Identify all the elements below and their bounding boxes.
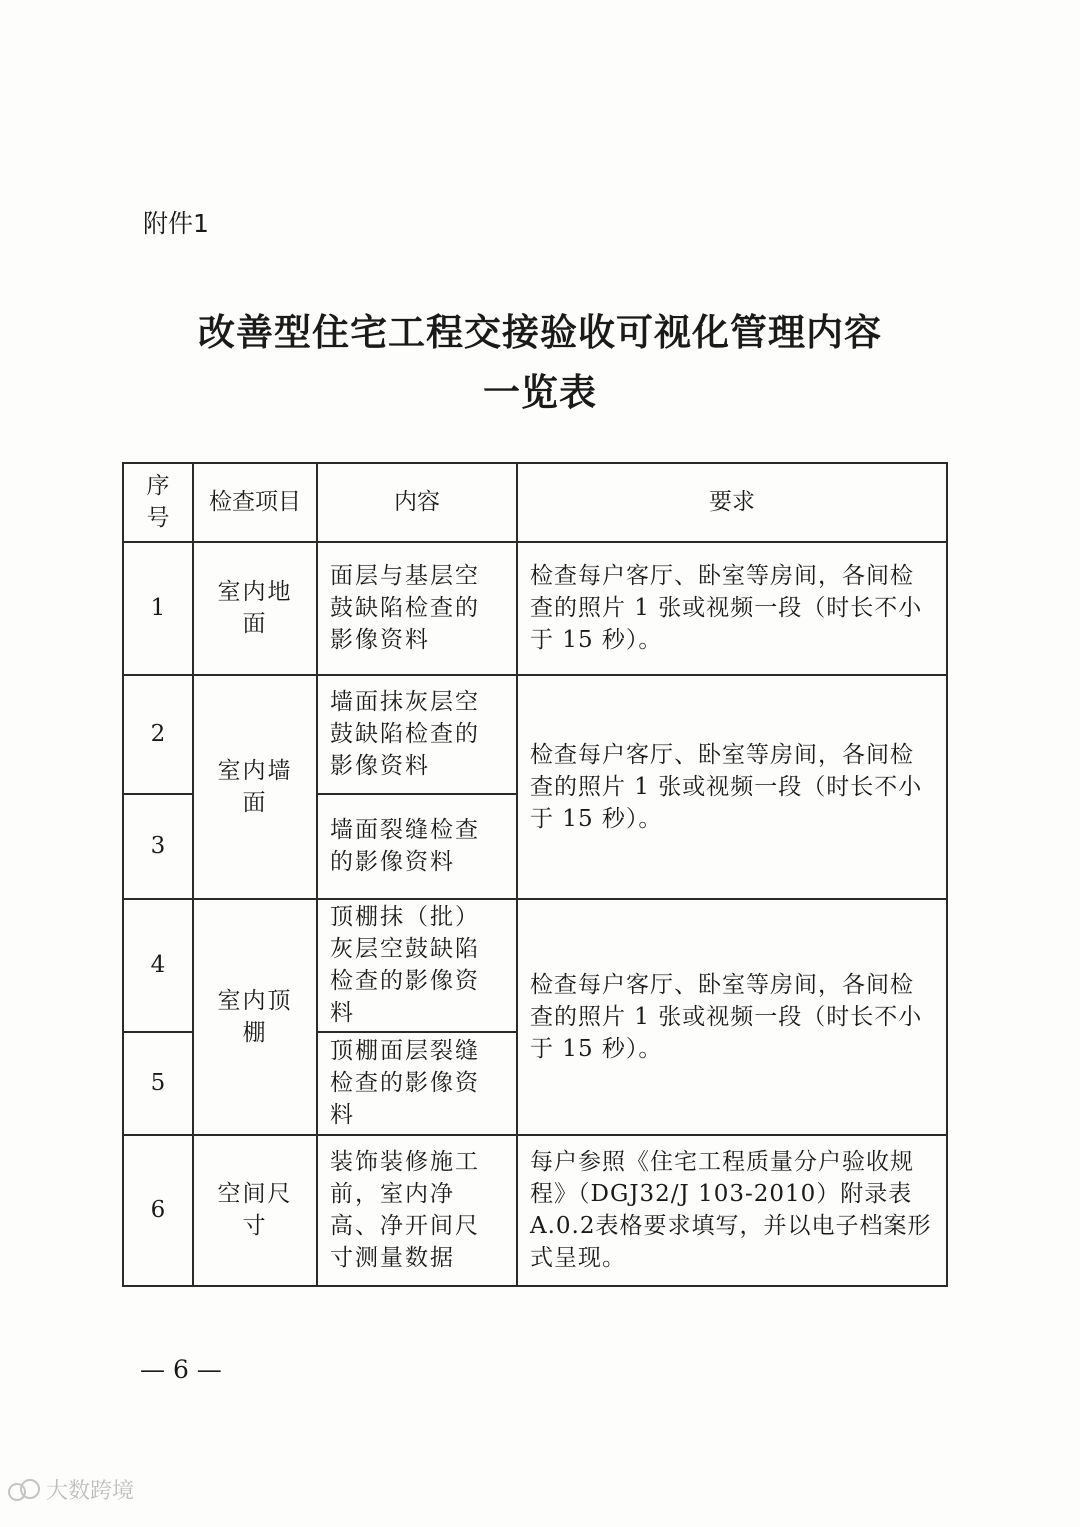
row-content: 墙面抹灰层空鼓缺陷检查的影像资料 xyxy=(317,675,517,794)
row-content: 顶棚抹（批）灰层空鼓缺陷检查的影像资料 xyxy=(317,899,517,1032)
header-content: 内容 xyxy=(317,463,517,542)
row-no: 4 xyxy=(123,899,193,1032)
table-row xyxy=(123,542,947,675)
row-no: 3 xyxy=(123,794,193,899)
row-requirement: 检查每户客厅、卧室等房间，各间检查的照片 1 张或视频一段（时长不小于 15 秒）。 xyxy=(517,542,947,675)
table-row xyxy=(123,899,947,1032)
watermark xyxy=(8,1474,134,1505)
header-no: 序号 xyxy=(123,463,193,542)
row-item: 室内顶棚 xyxy=(193,899,317,1135)
row-no: 1 xyxy=(123,542,193,675)
row-content: 顶棚面层裂缝检查的影像资料 xyxy=(317,1032,517,1135)
watermark-text: 大数跨境 xyxy=(46,1479,135,1504)
row-content: 墙面裂缝检查的影像资料 xyxy=(317,794,517,899)
row-item: 室内墙面 xyxy=(193,675,317,899)
attachment-label: 附件1 xyxy=(143,209,209,238)
inspection-table-container xyxy=(122,462,948,1287)
row-no: 2 xyxy=(123,675,193,794)
row-content: 面层与基层空鼓缺陷检查的影像资料 xyxy=(317,542,517,675)
row-no: 6 xyxy=(123,1135,193,1286)
table-header-row xyxy=(123,463,947,542)
row-requirement: 检查每户客厅、卧室等房间，各间检查的照片 1 张或视频一段（时长不小于 15 秒）。 xyxy=(517,899,947,1135)
document-title-line2: 一览表 xyxy=(483,370,597,414)
header-item: 检查项目 xyxy=(193,463,317,542)
page-number: — 6 — xyxy=(140,1355,222,1384)
row-content: 装饰装修施工前，室内净高、净开间尺寸测量数据 xyxy=(317,1135,517,1286)
table-row xyxy=(123,1135,947,1286)
row-no: 5 xyxy=(123,1032,193,1135)
inspection-table xyxy=(122,462,948,1287)
row-item: 空间尺寸 xyxy=(193,1135,317,1286)
row-requirement: 每户参照《住宅工程质量分户验收规程》（DGJ32/J 103-2010）附录表A.0.2表格要求填写，并以电子档案形式呈现。 xyxy=(517,1135,947,1286)
header-requirement: 要求 xyxy=(517,463,947,542)
watermark-logo-icon xyxy=(8,1475,38,1505)
row-item: 室内地面 xyxy=(193,542,317,675)
document-title: 改善型住宅工程交接验收可视化管理内容 xyxy=(198,310,882,354)
row-requirement: 检查每户客厅、卧室等房间，各间检查的照片 1 张或视频一段（时长不小于 15 秒）。 xyxy=(517,675,947,899)
table-row xyxy=(123,675,947,794)
